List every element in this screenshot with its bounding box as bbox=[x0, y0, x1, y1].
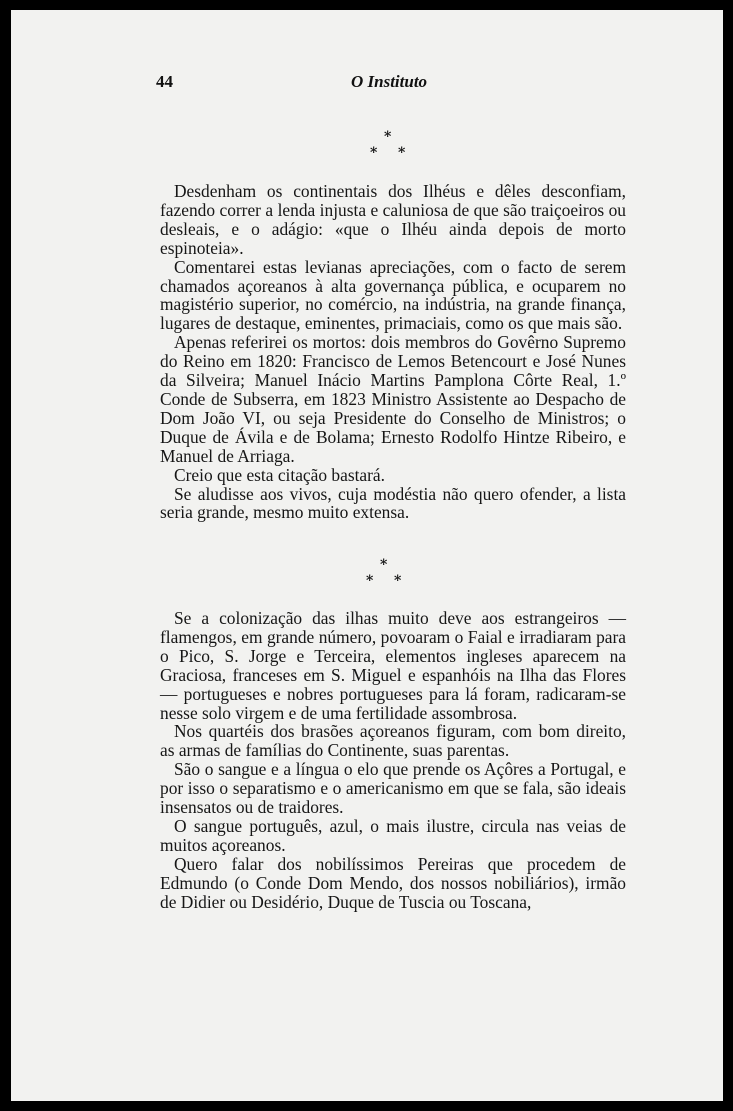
book-page bbox=[11, 10, 723, 1101]
paragraph: Se a colonização das ilhas muito deve aos estrangeiros — flamengos, em grande número, povoaram o Faial e irradiaram para o Pico, S. Jorge e Terceira, elementos ingleses aparecem na Graciosa, franceses em S. Miguel e espanhóis na Ilha das Flores — portugueses e nobres portugueses para lá foram, radicaram-se nesse solo virgem e de uma fertilidade assombrosa. bbox=[160, 608, 626, 723]
paragraph: O sangue português, azul, o mais ilustre, circula nas veias de muitos açoreanos. bbox=[160, 815, 626, 855]
paragraph: São o sangue e a língua o elo que prende os Açôres a Portugal, e por isso o separatismo e o americanismo em que se fala, são ideais insensatos ou de traidores. bbox=[160, 759, 626, 818]
page-header bbox=[156, 72, 436, 98]
paragraph: Apenas referirei os mortos: dois membros do Govêrno Supremo do Reino em 1820: Francisco de Lemos Betencourt e José Nunes da Silveira; Manuel Inácio Martins Pamplona Côrte Real, 1.º Conde de Subserra, em 1823 Ministro Assistente ao Despacho de Dom João VI, ou seja Presidente do Conselho de Ministros; o Duque de Ávila e de Bolama; Ernesto Rodolfo Hintze Ribeiro, e Manuel de Arriaga. bbox=[160, 332, 626, 466]
section-1-text bbox=[160, 182, 626, 522]
section-divider-asterism bbox=[360, 129, 420, 165]
paragraph: Comentarei estas levianas apreciações, com o facto de serem chamados açoreanos à alta governança pública, e ocuparem no magistério superior, no comércio, na indústria, na grande finança, lugares de destaque, eminentes, primaciais, como os que mais são. bbox=[160, 256, 626, 334]
asterisk-icon: * bbox=[366, 573, 374, 589]
paragraph: Nos quartéis dos brasões açoreanos figuram, com bom direito, as armas de famílias do Continente, suas parentas. bbox=[160, 721, 626, 761]
asterisk-icon: * bbox=[394, 573, 402, 589]
paragraph: Desdenham os continentais dos Ilhéus e dêles desconfiam, fazendo correr a lenda injusta e caluniosa de que são traiçoeiros ou desleais, e o adágio: «que o Ilhéu ainda depois de morto espinoteia». bbox=[160, 181, 626, 258]
asterisk-icon: * bbox=[380, 557, 388, 573]
section-2-text bbox=[160, 609, 626, 912]
paragraph: Se aludisse aos vivos, cuja modéstia não quero ofender, a lista seria grande, mesmo muito extensa. bbox=[160, 483, 626, 523]
asterisk-icon: * bbox=[384, 129, 392, 145]
paragraph: Creio que esta citação bastará. bbox=[174, 464, 385, 485]
running-title: O Instituto bbox=[351, 72, 428, 91]
asterisk-icon: * bbox=[370, 145, 378, 161]
section-divider-asterism bbox=[356, 557, 416, 593]
asterisk-icon: * bbox=[398, 145, 406, 161]
page-number: 44 bbox=[156, 72, 173, 91]
paragraph: Quero falar dos nobilíssimos Pereiras que procedem de Edmundo (o Conde Dom Mendo, dos nossos nobiliários), irmão de Didier ou Desidério, Duque de Tuscia ou Toscana, bbox=[160, 853, 626, 912]
